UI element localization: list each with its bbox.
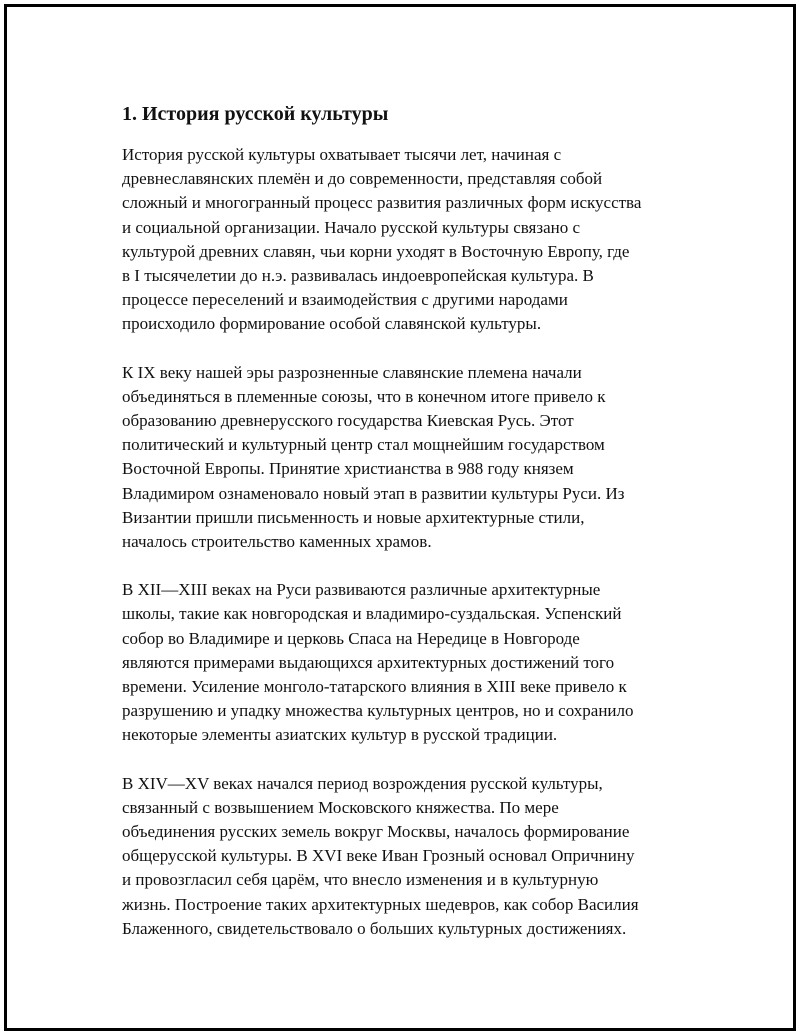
paragraph-3: В XII—XIII веках на Руси развиваются различные архитектурные школы, такие как новгородская и владимиро-суздальская. Успенский собор во Владимире и церковь Спаса на Нередице в Новгороде являются примерами выдающихся архитектурных достижений того времени. Усиление монголо-татарского влияния в XIII веке привело к разрушению и упадку множества культурных центров, но и сохранило некоторые элементы азиатских культур в русской традиции. [122, 580, 634, 745]
section-title: 1. История русской культуры [122, 103, 389, 125]
paragraph-2: К IX веку нашей эры разрозненные славянские племена начали объединяться в племенные союзы, что в конечном итоге привело к образованию древнерусского государства Киевская Русь. Этот политический и культурный центр стал мощнейшим государством Восточной Европы. Принятие христианства в 988 году князем Владимиром ознаменовало новый этап в развитии культуры Руси. Из Византии пришли письменность и новые архитектурные стили, началось строительство каменных храмов. [122, 362, 625, 552]
page-frame [4, 4, 796, 1031]
paragraph-4: В XIV—XV веках начался период возрождения русской культуры, связанный с возвышением Московского княжества. По мере объединения русских земель вокруг Москвы, началось формирование общерусской культуры. В XVI веке Иван Грозный основал Опричнину и провозгласил себя царём, что внесло изменения и в культурную жизнь. Построение таких архитектурных шедевров, как собор Василия Блаженного, свидетельствовало о больших культурных достижениях. [122, 773, 639, 938]
paragraph-1: История русской культуры охватывает тысячи лет, начиная с древнеславянских племён и до современности, представляя собой сложный и многогранный процесс развития различных форм искусства и социальной организации. Начало русской культуры связано с культурой древних славян, чьи корни уходят в Восточную Европу, где в I тысячелетии до н.э. развивалась индоевропейская культура. В процессе переселений и взаимодействия с другими народами происходило формирование особой славянской культуры. [122, 145, 642, 334]
document-body [122, 99, 692, 965]
